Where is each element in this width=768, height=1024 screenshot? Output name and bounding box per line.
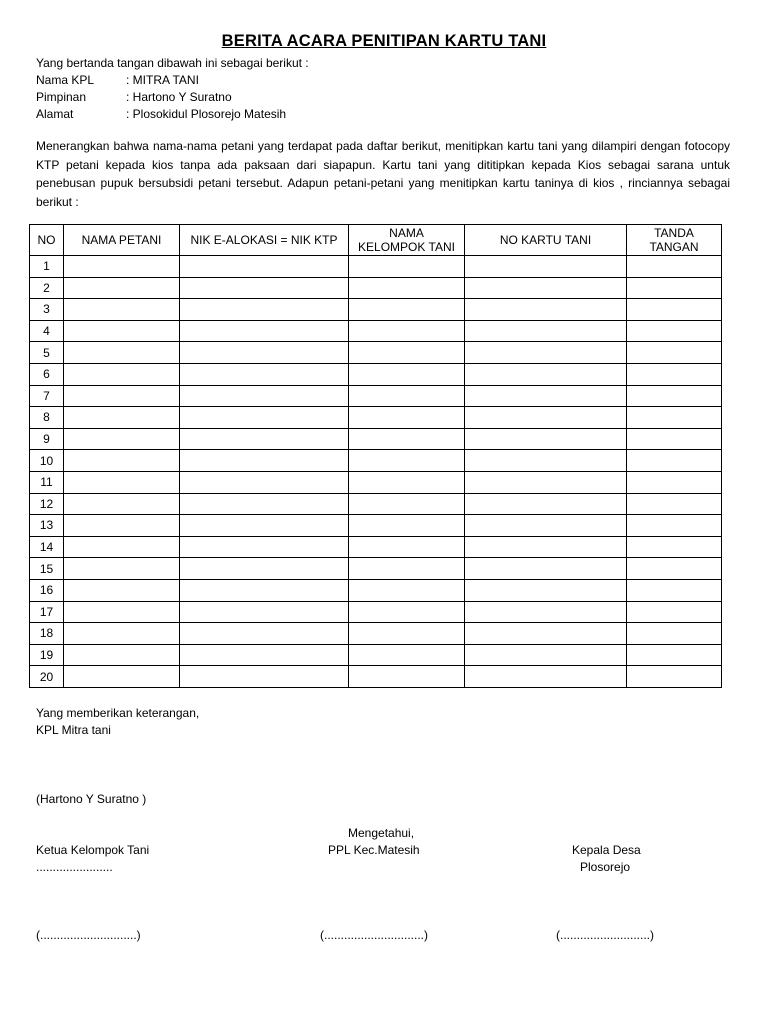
cell-nama-petani <box>64 320 180 342</box>
cell-kelompok-tani <box>349 623 465 645</box>
cell-no: 14 <box>30 536 64 558</box>
cell-no-kartu-tani <box>465 666 627 688</box>
cell-nik <box>180 299 349 321</box>
cell-nik <box>180 320 349 342</box>
header-tanda-tangan <box>627 225 722 256</box>
cell-tanda-tangan <box>627 644 722 666</box>
document-title: BERITA ACARA PENITIPAN KARTU TANI <box>221 32 547 50</box>
table-row <box>30 579 722 601</box>
cell-tanda-tangan <box>627 428 722 450</box>
cell-tanda-tangan <box>627 256 722 278</box>
cell-kelompok-tani <box>349 536 465 558</box>
cell-nik <box>180 428 349 450</box>
cell-nik <box>180 558 349 580</box>
header-nama-petani: NAMA PETANI <box>64 225 180 256</box>
cell-kelompok-tani <box>349 666 465 688</box>
table-row <box>30 450 722 472</box>
cell-nik <box>180 342 349 364</box>
cell-nama-petani <box>64 407 180 429</box>
cell-kelompok-tani <box>349 579 465 601</box>
cell-nik <box>180 493 349 515</box>
cell-no-kartu-tani <box>465 601 627 623</box>
cell-nama-petani <box>64 385 180 407</box>
cell-no-kartu-tani <box>465 342 627 364</box>
cell-no: 19 <box>30 644 64 666</box>
table-row <box>30 256 722 278</box>
kpl-org: KPL Mitra tani <box>36 723 111 737</box>
cell-nama-petani <box>64 256 180 278</box>
table-body <box>30 256 722 688</box>
header-kelompok-tani <box>349 225 465 256</box>
cell-tanda-tangan <box>627 471 722 493</box>
cell-tanda-tangan <box>627 493 722 515</box>
cell-tanda-tangan <box>627 320 722 342</box>
cell-no: 17 <box>30 601 64 623</box>
cell-no-kartu-tani <box>465 407 627 429</box>
cell-nama-petani <box>64 471 180 493</box>
cell-nik <box>180 471 349 493</box>
cell-kelompok-tani <box>349 644 465 666</box>
ppl-label: PPL Kec.Matesih <box>328 843 420 857</box>
cell-no: 11 <box>30 471 64 493</box>
cell-nama-petani <box>64 493 180 515</box>
cell-tanda-tangan <box>627 342 722 364</box>
ketua-name-dots: ....................... <box>36 860 113 874</box>
cell-no-kartu-tani <box>465 623 627 645</box>
cell-no: 13 <box>30 515 64 537</box>
cell-no-kartu-tani <box>465 450 627 472</box>
cell-nama-petani <box>64 428 180 450</box>
table-row <box>30 428 722 450</box>
cell-kelompok-tani <box>349 601 465 623</box>
table-row <box>30 385 722 407</box>
cell-no-kartu-tani <box>465 558 627 580</box>
cell-nik <box>180 363 349 385</box>
cell-nik <box>180 579 349 601</box>
cell-nik <box>180 515 349 537</box>
table-row <box>30 493 722 515</box>
cell-no-kartu-tani <box>465 644 627 666</box>
farmer-table <box>29 224 722 688</box>
cell-no-kartu-tani <box>465 385 627 407</box>
table-row <box>30 515 722 537</box>
cell-nik <box>180 450 349 472</box>
table-row <box>30 299 722 321</box>
cell-kelompok-tani <box>349 342 465 364</box>
cell-kelompok-tani <box>349 450 465 472</box>
header-kelompok-line1: NAMA <box>389 226 424 240</box>
statement-paragraph: Menerangkan bahwa nama-nama petani yang terdapat pada daftar berikut, menitipkan kartu tani yang dilampiri dengan fotocopy KTP petani kepada kios tanpa ada paksaan dari siapapun. Kartu tani yang dititipkan kepada Kios sebagai sarana untuk penebusan pupuk bersubsidi petani tersebut. Adapun petani-petani yang menitipkan kartu taninya di kios , rinciannya sebagai berikut : <box>36 139 730 209</box>
cell-kelompok-tani <box>349 493 465 515</box>
field-label: Alamat <box>36 107 74 121</box>
field-value: : Hartono Y Suratno <box>126 90 232 104</box>
cell-no-kartu-tani <box>465 536 627 558</box>
cell-no: 20 <box>30 666 64 688</box>
ketua-signature-blank: (.............................) <box>36 928 141 942</box>
cell-tanda-tangan <box>627 450 722 472</box>
field-value: : MITRA TANI <box>126 73 199 87</box>
cell-kelompok-tani <box>349 471 465 493</box>
cell-no: 7 <box>30 385 64 407</box>
field-pimpinan <box>36 89 309 106</box>
cell-nik <box>180 536 349 558</box>
table-row <box>30 601 722 623</box>
cell-tanda-tangan <box>627 666 722 688</box>
cell-no-kartu-tani <box>465 256 627 278</box>
cell-kelompok-tani <box>349 320 465 342</box>
cell-no: 1 <box>30 256 64 278</box>
cell-no-kartu-tani <box>465 363 627 385</box>
cell-tanda-tangan <box>627 601 722 623</box>
table-row <box>30 320 722 342</box>
cell-nama-petani <box>64 601 180 623</box>
header-no: NO <box>30 225 64 256</box>
cell-no: 16 <box>30 579 64 601</box>
cell-kelompok-tani <box>349 299 465 321</box>
kpl-statement: Yang memberikan keterangan, <box>36 706 200 720</box>
header-nik: NIK E-ALOKASI = NIK KTP <box>180 225 349 256</box>
cell-tanda-tangan <box>627 623 722 645</box>
cell-tanda-tangan <box>627 558 722 580</box>
field-value: : Plosokidul Plosorejo Matesih <box>126 107 287 121</box>
cell-no: 2 <box>30 277 64 299</box>
table-row <box>30 536 722 558</box>
cell-no-kartu-tani <box>465 493 627 515</box>
cell-kelompok-tani <box>349 515 465 537</box>
cell-nama-petani <box>64 644 180 666</box>
cell-no-kartu-tani <box>465 579 627 601</box>
cell-no-kartu-tani <box>465 320 627 342</box>
cell-nama-petani <box>64 277 180 299</box>
header-no-kartu-tani: NO KARTU TANI <box>465 225 627 256</box>
kades-village: Plosorejo <box>580 860 631 874</box>
cell-kelompok-tani <box>349 558 465 580</box>
cell-no-kartu-tani <box>465 471 627 493</box>
table-row <box>30 644 722 666</box>
cell-no-kartu-tani <box>465 428 627 450</box>
kades-label: Kepala Desa <box>572 843 641 857</box>
cell-nama-petani <box>64 536 180 558</box>
header-kelompok-line2: KELOMPOK TANI <box>358 240 455 254</box>
cell-nik <box>180 666 349 688</box>
cell-nama-petani <box>64 666 180 688</box>
cell-no-kartu-tani <box>465 515 627 537</box>
cell-tanda-tangan <box>627 277 722 299</box>
cell-nama-petani <box>64 515 180 537</box>
kades-signature-blank: (...........................) <box>556 928 655 942</box>
table-row <box>30 666 722 688</box>
kpl-signer-name: (Hartono Y Suratno ) <box>36 792 147 806</box>
cell-nik <box>180 256 349 278</box>
cell-tanda-tangan <box>627 299 722 321</box>
cell-nik <box>180 644 349 666</box>
cell-no: 5 <box>30 342 64 364</box>
field-label: Nama KPL <box>36 73 95 87</box>
mengetahui-label: Mengetahui, <box>348 826 415 840</box>
cell-no: 18 <box>30 623 64 645</box>
table-header-row <box>30 225 722 256</box>
cell-kelompok-tani <box>349 256 465 278</box>
cell-no: 3 <box>30 299 64 321</box>
table-row <box>30 277 722 299</box>
cell-kelompok-tani <box>349 428 465 450</box>
cell-tanda-tangan <box>627 385 722 407</box>
table-row <box>30 471 722 493</box>
field-label: Pimpinan <box>36 90 87 104</box>
ketua-label: Ketua Kelompok Tani <box>36 843 150 857</box>
cell-no-kartu-tani <box>465 277 627 299</box>
cell-nik <box>180 623 349 645</box>
cell-no: 15 <box>30 558 64 580</box>
field-nama-kpl <box>36 72 309 89</box>
cell-tanda-tangan <box>627 363 722 385</box>
table-row <box>30 363 722 385</box>
table-row <box>30 623 722 645</box>
cell-nama-petani <box>64 363 180 385</box>
cell-nik <box>180 277 349 299</box>
cell-nama-petani <box>64 342 180 364</box>
cell-no: 8 <box>30 407 64 429</box>
cell-no: 12 <box>30 493 64 515</box>
field-alamat <box>36 106 309 123</box>
cell-nama-petani <box>64 579 180 601</box>
cell-nama-petani <box>64 450 180 472</box>
cell-kelompok-tani <box>349 385 465 407</box>
cell-no-kartu-tani <box>465 299 627 321</box>
header-ttd-line2: TANGAN <box>649 240 699 254</box>
cell-tanda-tangan <box>627 407 722 429</box>
intro-section <box>36 55 309 123</box>
cell-kelompok-tani <box>349 363 465 385</box>
cell-kelompok-tani <box>349 277 465 299</box>
cell-tanda-tangan <box>627 579 722 601</box>
cell-no: 4 <box>30 320 64 342</box>
table-row <box>30 558 722 580</box>
cell-no: 10 <box>30 450 64 472</box>
cell-kelompok-tani <box>349 407 465 429</box>
cell-nama-petani <box>64 558 180 580</box>
cell-tanda-tangan <box>627 515 722 537</box>
cell-no: 6 <box>30 363 64 385</box>
intro-opening: Yang bertanda tangan dibawah ini sebagai berikut : <box>36 56 309 70</box>
cell-no: 9 <box>30 428 64 450</box>
cell-nama-petani <box>64 299 180 321</box>
cell-tanda-tangan <box>627 536 722 558</box>
cell-nama-petani <box>64 623 180 645</box>
cell-nik <box>180 407 349 429</box>
header-ttd-line1: TANDA <box>654 226 694 240</box>
table-row <box>30 407 722 429</box>
cell-nik <box>180 385 349 407</box>
table-row <box>30 342 722 364</box>
ppl-signature-blank: (..............................) <box>320 928 429 942</box>
cell-nik <box>180 601 349 623</box>
